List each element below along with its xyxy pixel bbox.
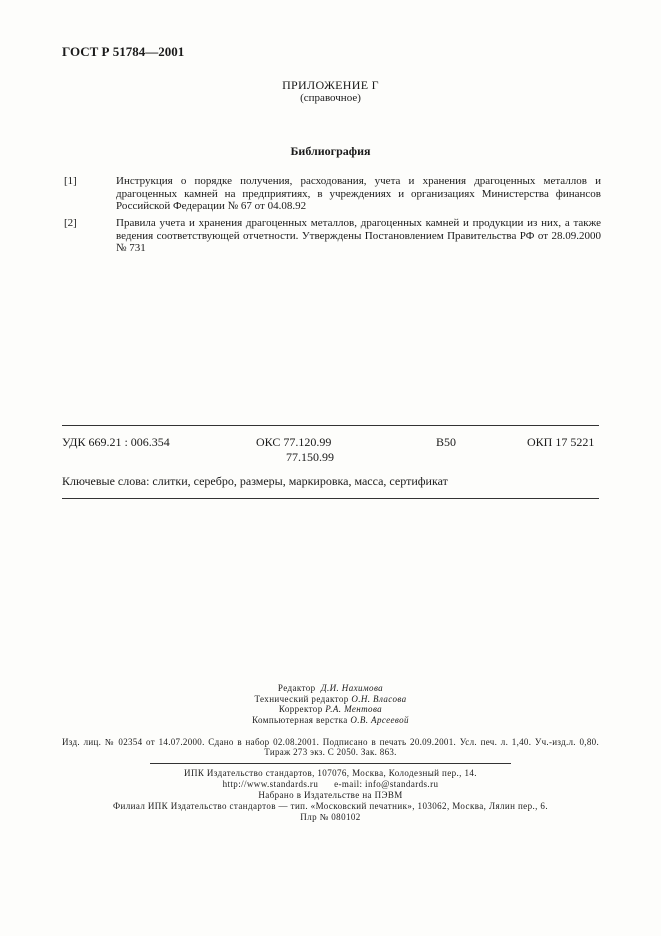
publisher-contacts: http://www.standards.ru e-mail: info@standards.ru xyxy=(222,779,439,789)
reference-number: [2] xyxy=(64,217,77,229)
document-code: ГОСТ Р 51784—2001 xyxy=(62,44,185,59)
credit-role: Корректор xyxy=(278,704,323,714)
credit-line xyxy=(0,694,661,705)
credit-role: Редактор xyxy=(277,683,316,693)
oks-code-2: 77.150.99 xyxy=(286,450,334,464)
print-info-line-1: Изд. лиц. № 02354 от 14.07.2000. Сдано в набор 02.08.2001. Подписано в печать 20.09.2001. Усл. печ. л. 1,40. Уч.-изд.л. 0,80. xyxy=(62,737,599,747)
credit-name: О.Н. Власова xyxy=(351,693,407,704)
udk-code: УДК 669.21 : 006.354 xyxy=(62,435,170,449)
print-info-line-2: Тираж 273 экз. С 2050. Зак. 863. xyxy=(264,747,397,757)
reference-number: [1] xyxy=(64,175,77,187)
credit-name: Р.А. Ментова xyxy=(325,704,383,714)
divider-bottom xyxy=(62,498,599,499)
publisher-branch: Филиал ИПК Издательство стандартов — тип. «Московский печатник», 103062, Москва, Лялин пер., 6. xyxy=(113,801,548,811)
group-code: В50 xyxy=(436,435,457,449)
credit-role: Технический редактор xyxy=(254,693,349,704)
publisher-typeset: Набрано в Издательстве на ПЭВМ xyxy=(258,790,403,800)
appendix-subtitle: (справочное) xyxy=(300,92,361,104)
credit-line xyxy=(0,683,661,694)
credit-name: О.В. Арсеевой xyxy=(350,714,409,725)
divider-publisher xyxy=(150,763,511,764)
reference-text: Правила учета и хранения драгоценных металлов, драгоценных камней и продукции из них, а также ведения соответствующей отчетности. Утверждены Постановлением Правительства РФ от 28.09.2000 № 731 xyxy=(116,217,601,254)
appendix-title: ПРИЛОЖЕНИЕ Г xyxy=(282,78,379,92)
reference-text: Инструкция о порядке получения, расходования, учета и хранения драгоценных металлов и драгоценных камней на предприятиях, в учреждениях и организациях Министерства финансов Российской Федерации № 67 от 04.08.92 xyxy=(116,175,601,212)
keywords: Ключевые слова: слитки, серебро, размеры, маркировка, масса, сертификат xyxy=(62,474,448,488)
credit-line xyxy=(0,704,661,715)
publisher-address: ИПК Издательство стандартов, 107076, Москва, Колодезный пер., 14. xyxy=(184,768,477,778)
divider-top xyxy=(62,425,599,426)
credit-line xyxy=(0,715,661,726)
publisher-block xyxy=(0,768,661,823)
bibliography-title: Библиография xyxy=(290,144,371,158)
credit-role: Компьютерная верстка xyxy=(252,714,348,725)
credit-name: Д.И. Нахимова xyxy=(320,683,384,693)
publisher-license: Плр № 080102 xyxy=(300,812,361,822)
credits-block xyxy=(0,683,661,725)
oks-code-1: ОКС 77.120.99 xyxy=(256,435,332,449)
okp-code: ОКП 17 5221 xyxy=(527,435,595,449)
